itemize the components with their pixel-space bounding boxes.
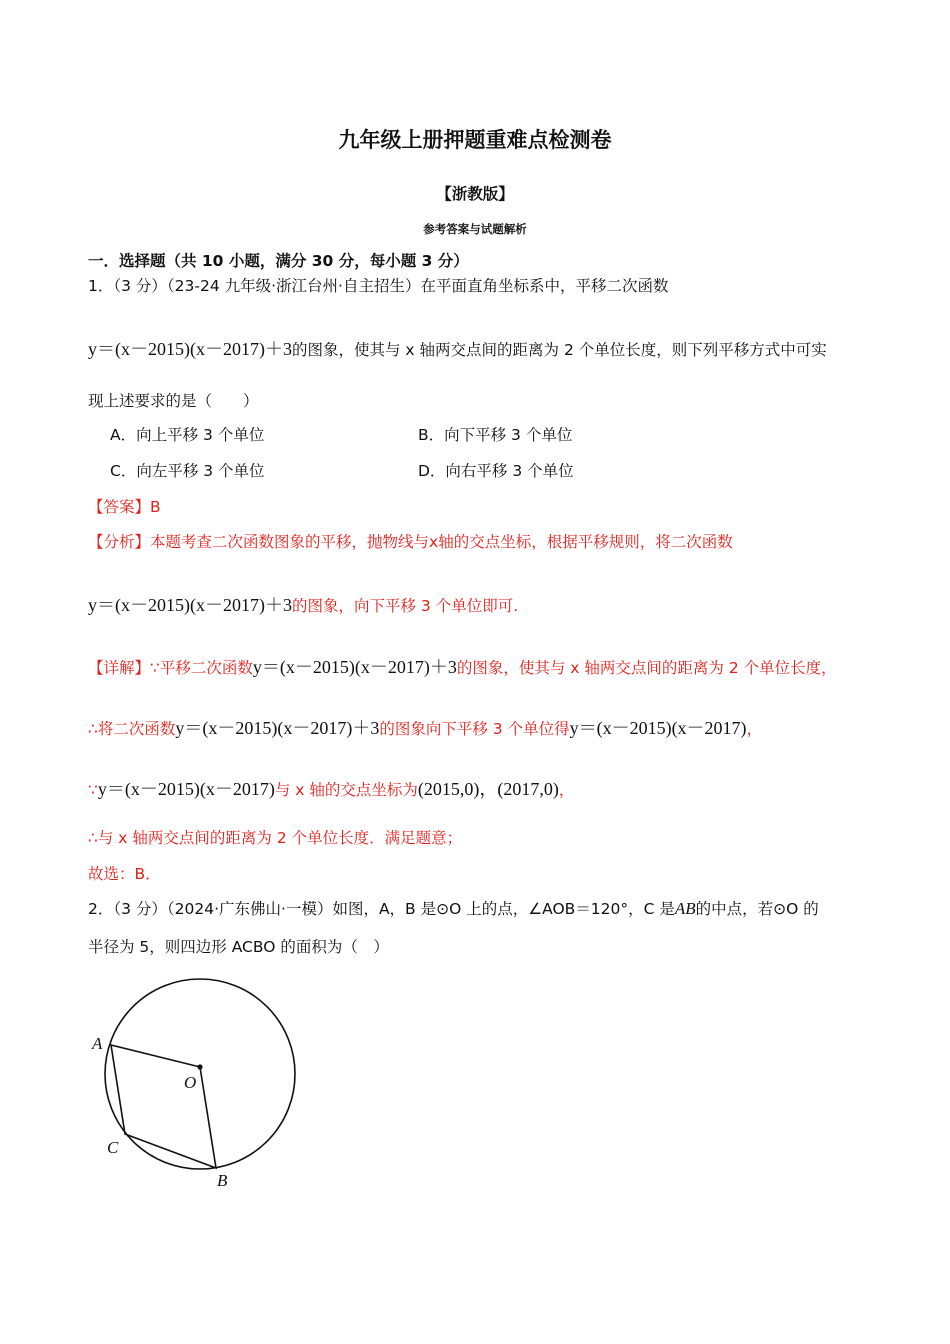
detail-3-pre: ∵	[88, 781, 98, 799]
q1-stem-cont: 的图象，使其与 x 轴两交点间的距离为 2 个单位长度，则下列平移方式中可实	[291, 341, 827, 359]
q1-option-c: C．向左平移 3 个单位	[110, 462, 265, 480]
detail-1-pre: ∵平移二次函数	[150, 659, 253, 677]
center-point-o	[197, 1064, 202, 1069]
q2-line-1	[88, 899, 819, 919]
q1-detail-4: ∴与 x 轴两交点间的距离为 2 个单位长度．满足题意；	[88, 829, 463, 847]
detail-1-formula: y＝(x－2015)(x－2017)＋3	[252, 657, 457, 677]
label-a: A	[92, 1034, 103, 1053]
edition-label: 【浙教版】	[436, 185, 514, 203]
q1-option-d: D．向右平移 3 个单位	[418, 462, 574, 480]
label-c: C	[107, 1138, 119, 1157]
q1-conclusion: 故选：B．	[88, 865, 161, 883]
q1-detail-1	[88, 657, 837, 678]
detail-3-post: ，	[558, 781, 575, 799]
answer-value: B	[150, 498, 161, 516]
analysis-end: 的图象，向下平移 3 个单位即可.	[291, 597, 519, 615]
q1-formula: y＝(x－2015)(x－2017)＋3	[88, 339, 292, 359]
detail-3-formula-2: (2015,0)，(2017,0)	[417, 779, 559, 799]
q2-arc-label: AB	[674, 899, 696, 918]
circle-o	[105, 979, 295, 1169]
circle-figure	[85, 975, 305, 1195]
detail-2-post: ，	[746, 720, 763, 738]
q1-detail-2	[88, 718, 762, 739]
label-b: B	[217, 1171, 228, 1190]
page-subtitle: 参考答案与试题解析	[423, 222, 527, 236]
q1-option-b: B．向下平移 3 个单位	[418, 426, 573, 444]
detail-3-formula: y＝(x－2015)(x－2017)	[97, 779, 275, 799]
quadrilateral-acbo	[111, 1045, 216, 1168]
section-heading: 一．选择题（共 10 小题，满分 30 分，每小题 3 分）	[88, 252, 469, 270]
q1-answer	[88, 497, 161, 517]
detail-2-mid: 的图象向下平移 3 个单位得	[379, 720, 570, 738]
detail-1-post: 的图象，使其与 x 轴两交点间的距离为 2 个单位长度，	[456, 659, 837, 677]
detail-3-mid: 与 x 轴的交点坐标为	[274, 781, 418, 799]
q1-option-a: A．向上平移 3 个单位	[110, 426, 265, 444]
analysis-formula: y＝(x－2015)(x－2017)＋3	[88, 595, 292, 615]
q1-stem	[88, 339, 827, 360]
answer-label: 【答案】	[88, 498, 151, 516]
detail-2-pre: ∴将二次函数	[88, 720, 176, 738]
page-title: 九年级上册押题重难点检测卷	[338, 128, 612, 152]
detail-label: 【详解】	[88, 659, 151, 677]
q1-detail-3	[88, 779, 574, 800]
analysis-label: 【分析】	[88, 533, 151, 551]
detail-2-formula-2: y＝(x－2015)(x－2017)	[569, 718, 747, 738]
analysis-text: 本题考查二次函数图象的平移，抛物线与x轴的交点坐标，根据平移规则，将二次函数	[150, 533, 733, 551]
q2-line-1-post: 的中点，若⊙O 的	[695, 900, 819, 918]
q1-intro: 1．（3 分）（23-24 九年级·浙江台州·自主招生）在平面直角坐标系中，平移二次函数	[88, 277, 669, 295]
q1-stem-end: 现上述要求的是（ ）	[88, 392, 259, 410]
q1-analysis	[88, 532, 733, 552]
detail-2-formula: y＝(x－2015)(x－2017)＋3	[175, 718, 380, 738]
q2-line-1-pre: 2．（3 分）（2024·广东佛山·一模）如图，A，B 是⊙O 上的点，∠AOB＝120°，C 是	[88, 900, 675, 918]
q2-line-2: 半径为 5，则四边形 ACBO 的面积为（ ）	[88, 938, 389, 956]
q1-analysis-cont	[88, 595, 518, 616]
label-o: O	[184, 1073, 197, 1092]
